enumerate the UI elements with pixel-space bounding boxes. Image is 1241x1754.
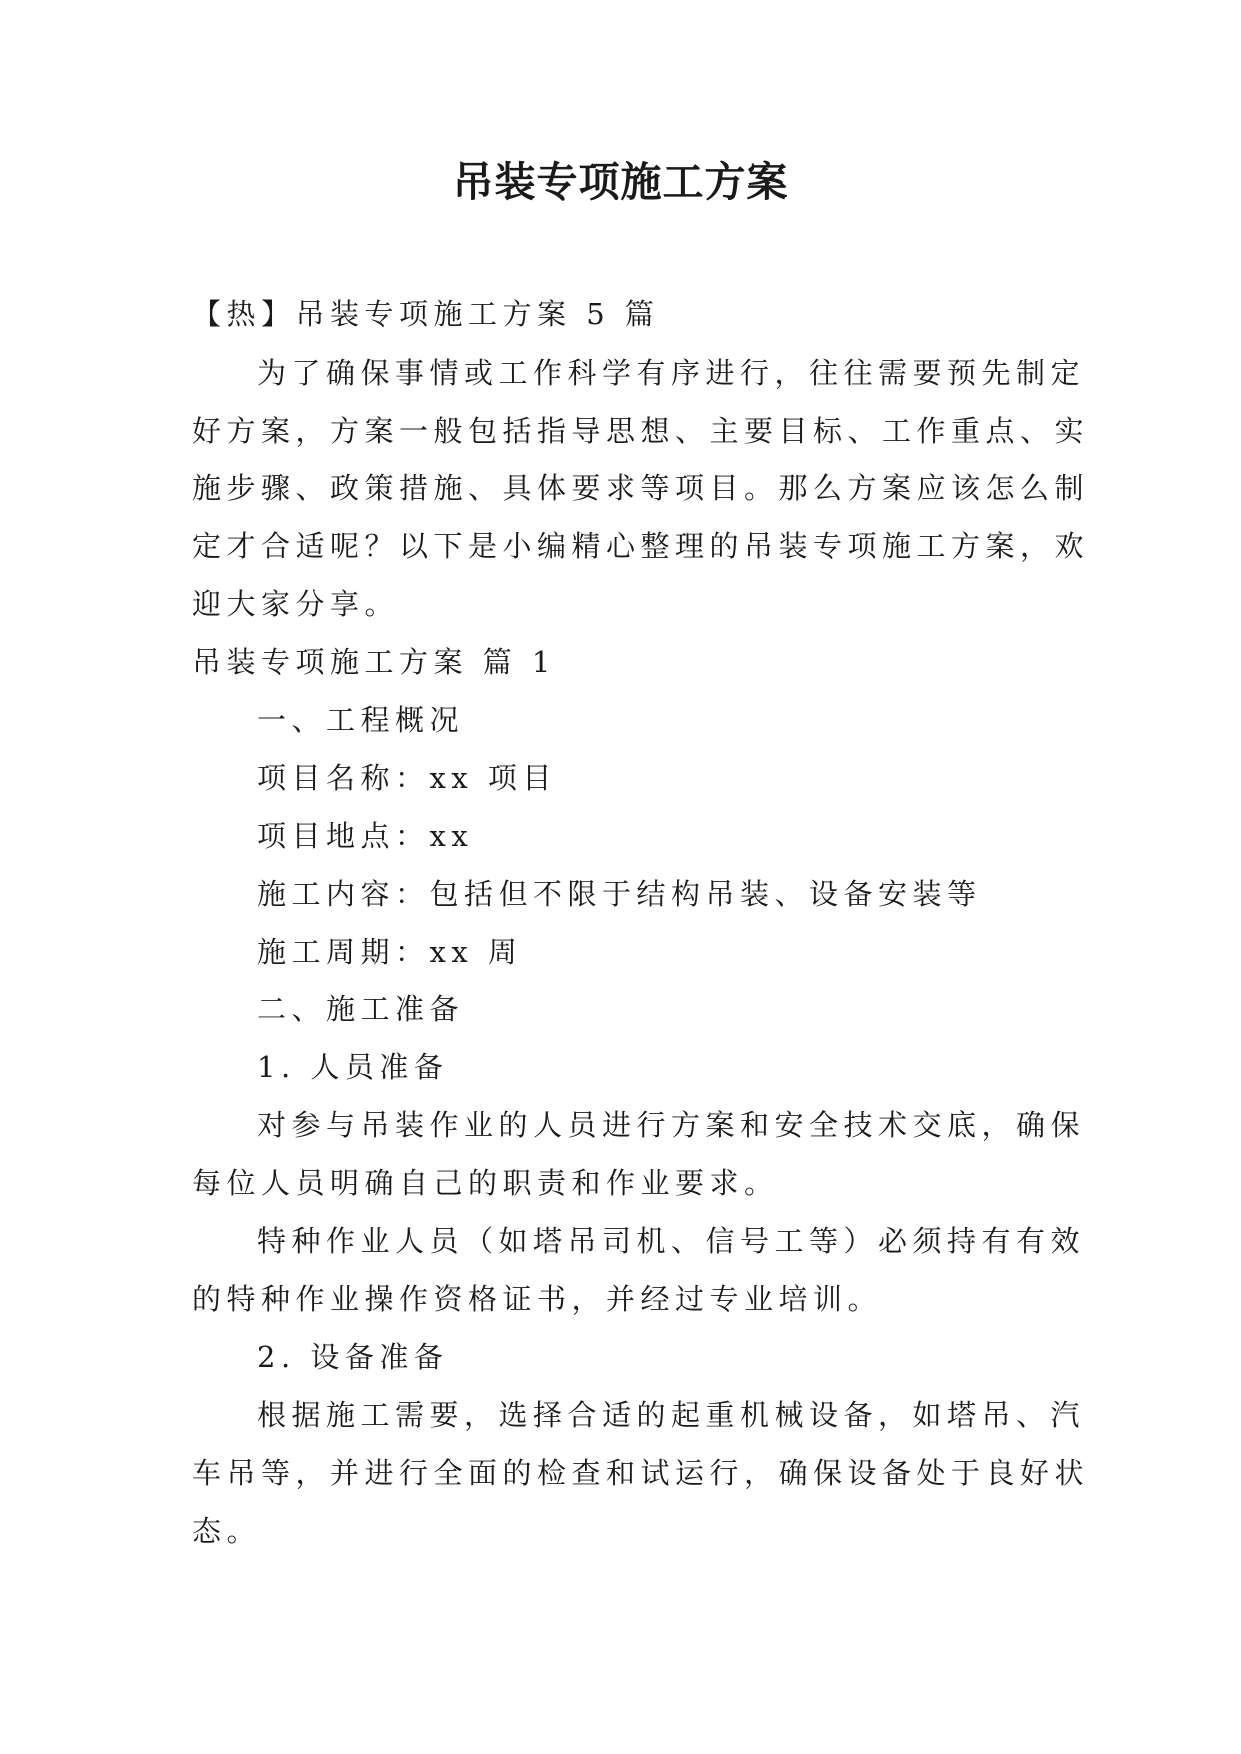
project-location-line: 项目地点：xx [257, 819, 474, 853]
project-name-line: 项目名称：xx 项目 [257, 761, 557, 795]
intro-paragraph-line: 好方案，方案一般包括指导思想、主要目标、工作重点、实 [192, 414, 1090, 448]
construction-content-line: 施工内容：包括但不限于结构吊装、设备安装等 [257, 877, 982, 911]
section-heading: 吊装专项施工方案 篇 1 [192, 645, 556, 679]
personnel-paragraph-line: 每位人员明确自己的职责和作业要求。 [192, 1166, 779, 1200]
construction-period-line: 施工周期：xx 周 [257, 935, 523, 969]
heading-construction-preparation: 二、施工准备 [257, 992, 465, 1026]
intro-paragraph-line: 为了确保事情或工作科学有序进行，往往需要预先制定 [257, 356, 1086, 390]
equipment-paragraph-line: 车吊等，并进行全面的检查和试运行，确保设备处于良好状 [192, 1456, 1090, 1490]
heading-engineering-overview: 一、工程概况 [257, 703, 465, 737]
intro-paragraph-line: 施步骤、政策措施、具体要求等项目。那么方案应该怎么制 [192, 471, 1090, 505]
equipment-paragraph-line: 根据施工需要，选择合适的起重机械设备，如塔吊、汽 [257, 1398, 1086, 1432]
special-operator-paragraph-line: 特种作业人员（如塔吊司机、信号工等）必须持有有效 [257, 1224, 1086, 1258]
subtitle-line: 【热】吊装专项施工方案 5 篇 [192, 297, 660, 331]
equipment-paragraph-line: 态。 [192, 1514, 262, 1548]
document-title: 吊装专项施工方案 [452, 158, 789, 206]
intro-paragraph-line: 定才合适呢？以下是小编精心整理的吊装专项施工方案，欢 [192, 529, 1090, 563]
special-operator-paragraph-line: 的特种作业操作资格证书，并经过专业培训。 [192, 1282, 883, 1316]
heading-equipment-preparation: 2. 设备准备 [257, 1340, 449, 1374]
personnel-paragraph-line: 对参与吊装作业的人员进行方案和安全技术交底，确保 [257, 1108, 1086, 1142]
intro-paragraph-line: 迎大家分享。 [192, 587, 400, 621]
heading-personnel-preparation: 1. 人员准备 [257, 1050, 449, 1084]
